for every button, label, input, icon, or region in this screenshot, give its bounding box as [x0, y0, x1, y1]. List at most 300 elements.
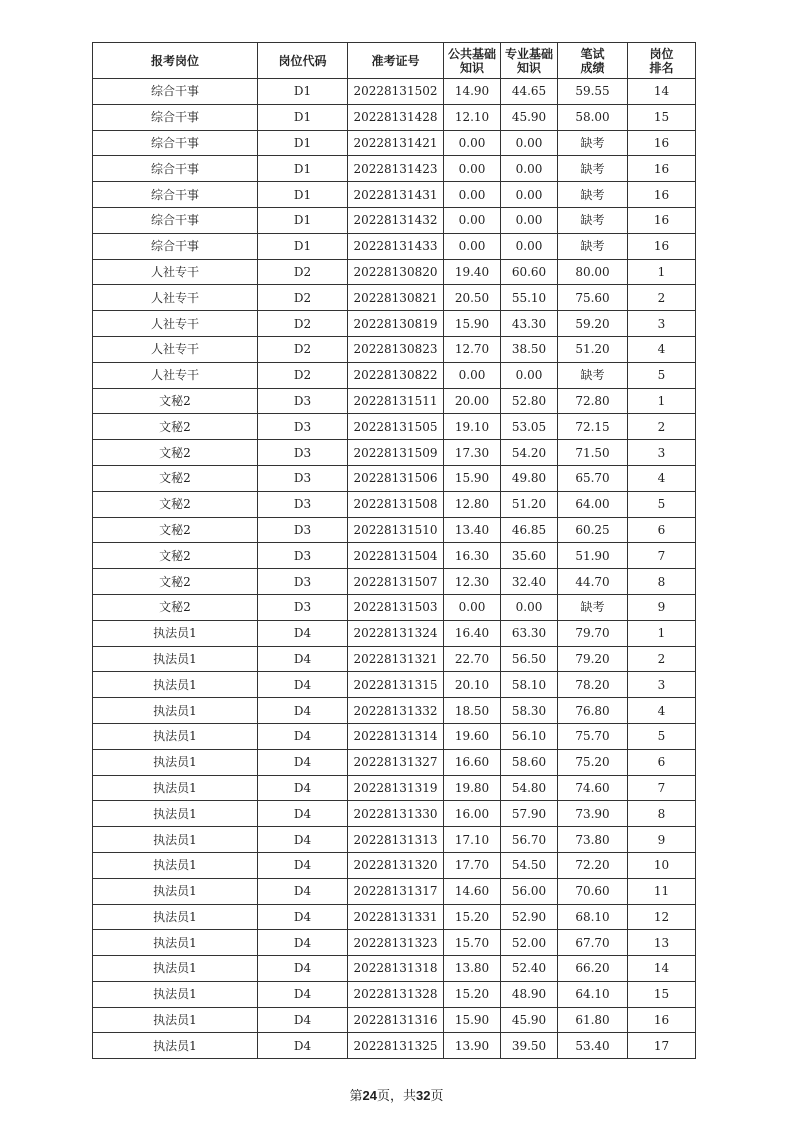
table-row	[93, 414, 696, 440]
cell-exam-id: 20228131317	[348, 878, 444, 904]
cell-rank: 17	[628, 1033, 696, 1059]
cell-professional-knowledge: 45.90	[501, 1007, 558, 1033]
cell-exam-id: 20228131318	[348, 956, 444, 982]
cell-written-score: 74.60	[558, 775, 628, 801]
cell-position: 人社专干	[93, 362, 258, 388]
cell-rank: 1	[628, 259, 696, 285]
cell-professional-knowledge: 53.05	[501, 414, 558, 440]
cell-professional-knowledge: 0.00	[501, 130, 558, 156]
cell-written-score: 缺考	[558, 594, 628, 620]
cell-written-score: 72.80	[558, 388, 628, 414]
cell-written-score: 75.20	[558, 749, 628, 775]
table-row	[93, 285, 696, 311]
table-row	[93, 362, 696, 388]
cell-rank: 2	[628, 285, 696, 311]
table-row	[93, 904, 696, 930]
table-row	[93, 207, 696, 233]
cell-public-knowledge: 22.70	[444, 646, 501, 672]
cell-written-score: 79.70	[558, 620, 628, 646]
footer-prefix: 第	[349, 1089, 363, 1104]
cell-rank: 13	[628, 930, 696, 956]
table-row	[93, 981, 696, 1007]
cell-position-code: D1	[258, 207, 348, 233]
header-row	[93, 43, 696, 79]
cell-professional-knowledge: 56.50	[501, 646, 558, 672]
cell-position: 综合干事	[93, 207, 258, 233]
cell-position-code: D1	[258, 182, 348, 208]
cell-exam-id: 20228130820	[348, 259, 444, 285]
cell-public-knowledge: 15.90	[444, 311, 501, 337]
cell-written-score: 72.20	[558, 852, 628, 878]
cell-position-code: D3	[258, 440, 348, 466]
cell-rank: 12	[628, 904, 696, 930]
cell-position: 综合干事	[93, 156, 258, 182]
cell-exam-id: 20228131510	[348, 517, 444, 543]
cell-professional-knowledge: 44.65	[501, 79, 558, 105]
table-row	[93, 233, 696, 259]
cell-exam-id: 20228131504	[348, 543, 444, 569]
cell-rank: 16	[628, 233, 696, 259]
cell-exam-id: 20228130823	[348, 336, 444, 362]
cell-public-knowledge: 19.60	[444, 723, 501, 749]
cell-public-knowledge: 18.50	[444, 698, 501, 724]
cell-written-score: 58.00	[558, 104, 628, 130]
cell-position-code: D2	[258, 285, 348, 311]
cell-position: 执法员1	[93, 981, 258, 1007]
cell-exam-id: 20228131323	[348, 930, 444, 956]
cell-professional-knowledge: 0.00	[501, 594, 558, 620]
cell-rank: 11	[628, 878, 696, 904]
table-row	[93, 878, 696, 904]
cell-exam-id: 20228131331	[348, 904, 444, 930]
cell-written-score: 61.80	[558, 1007, 628, 1033]
table-row	[93, 801, 696, 827]
cell-position-code: D4	[258, 1007, 348, 1033]
cell-exam-id: 20228131315	[348, 672, 444, 698]
cell-rank: 1	[628, 388, 696, 414]
cell-position-code: D4	[258, 904, 348, 930]
cell-rank: 15	[628, 104, 696, 130]
cell-public-knowledge: 15.20	[444, 981, 501, 1007]
table-row	[93, 594, 696, 620]
table-row	[93, 646, 696, 672]
header-position-code: 岗位代码	[258, 43, 348, 79]
cell-public-knowledge: 16.60	[444, 749, 501, 775]
cell-rank: 3	[628, 440, 696, 466]
scores-table	[92, 42, 696, 1059]
cell-rank: 15	[628, 981, 696, 1007]
cell-professional-knowledge: 52.80	[501, 388, 558, 414]
cell-written-score: 64.00	[558, 491, 628, 517]
cell-public-knowledge: 15.70	[444, 930, 501, 956]
cell-public-knowledge: 13.40	[444, 517, 501, 543]
cell-rank: 7	[628, 775, 696, 801]
cell-public-knowledge: 0.00	[444, 362, 501, 388]
header-rank: 岗位 排名	[628, 43, 696, 79]
cell-position-code: D2	[258, 362, 348, 388]
table-row	[93, 259, 696, 285]
cell-position: 人社专干	[93, 285, 258, 311]
header-professional-knowledge: 专业基础 知识	[501, 43, 558, 79]
cell-written-score: 缺考	[558, 182, 628, 208]
header-written-score: 笔试 成绩	[558, 43, 628, 79]
table-row	[93, 1033, 696, 1059]
cell-exam-id: 20228131506	[348, 465, 444, 491]
cell-professional-knowledge: 52.40	[501, 956, 558, 982]
cell-position-code: D4	[258, 775, 348, 801]
cell-public-knowledge: 14.90	[444, 79, 501, 105]
cell-position-code: D1	[258, 156, 348, 182]
cell-position: 执法员1	[93, 1033, 258, 1059]
cell-professional-knowledge: 52.00	[501, 930, 558, 956]
cell-professional-knowledge: 57.90	[501, 801, 558, 827]
cell-position: 执法员1	[93, 852, 258, 878]
cell-position: 文秘2	[93, 465, 258, 491]
cell-written-score: 缺考	[558, 207, 628, 233]
table-row	[93, 311, 696, 337]
cell-position: 文秘2	[93, 388, 258, 414]
cell-exam-id: 20228130821	[348, 285, 444, 311]
cell-position: 执法员1	[93, 801, 258, 827]
cell-position-code: D4	[258, 852, 348, 878]
cell-exam-id: 20228131325	[348, 1033, 444, 1059]
cell-written-score: 78.20	[558, 672, 628, 698]
cell-rank: 6	[628, 749, 696, 775]
cell-public-knowledge: 0.00	[444, 130, 501, 156]
cell-exam-id: 20228131423	[348, 156, 444, 182]
cell-public-knowledge: 0.00	[444, 156, 501, 182]
table-row	[93, 491, 696, 517]
cell-exam-id: 20228131433	[348, 233, 444, 259]
cell-exam-id: 20228131324	[348, 620, 444, 646]
cell-position-code: D4	[258, 801, 348, 827]
cell-position: 执法员1	[93, 723, 258, 749]
cell-written-score: 75.60	[558, 285, 628, 311]
cell-exam-id: 20228131432	[348, 207, 444, 233]
cell-position-code: D4	[258, 1033, 348, 1059]
cell-rank: 9	[628, 594, 696, 620]
cell-rank: 14	[628, 956, 696, 982]
cell-professional-knowledge: 51.20	[501, 491, 558, 517]
cell-written-score: 67.70	[558, 930, 628, 956]
table-row	[93, 517, 696, 543]
cell-written-score: 66.20	[558, 956, 628, 982]
cell-public-knowledge: 15.20	[444, 904, 501, 930]
cell-rank: 16	[628, 207, 696, 233]
cell-written-score: 68.10	[558, 904, 628, 930]
cell-position: 综合干事	[93, 104, 258, 130]
cell-professional-knowledge: 35.60	[501, 543, 558, 569]
cell-professional-knowledge: 58.30	[501, 698, 558, 724]
cell-position-code: D3	[258, 491, 348, 517]
cell-position: 执法员1	[93, 827, 258, 853]
cell-public-knowledge: 15.90	[444, 465, 501, 491]
cell-exam-id: 20228131316	[348, 1007, 444, 1033]
cell-public-knowledge: 13.90	[444, 1033, 501, 1059]
cell-position: 文秘2	[93, 517, 258, 543]
cell-professional-knowledge: 58.10	[501, 672, 558, 698]
cell-written-score: 缺考	[558, 362, 628, 388]
cell-public-knowledge: 17.70	[444, 852, 501, 878]
cell-rank: 14	[628, 79, 696, 105]
cell-public-knowledge: 0.00	[444, 233, 501, 259]
cell-written-score: 59.20	[558, 311, 628, 337]
cell-exam-id: 20228131511	[348, 388, 444, 414]
cell-professional-knowledge: 39.50	[501, 1033, 558, 1059]
cell-position-code: D4	[258, 646, 348, 672]
cell-public-knowledge: 12.10	[444, 104, 501, 130]
cell-position-code: D4	[258, 956, 348, 982]
table-row	[93, 827, 696, 853]
cell-position-code: D4	[258, 878, 348, 904]
cell-position-code: D4	[258, 672, 348, 698]
cell-position: 文秘2	[93, 414, 258, 440]
cell-position: 文秘2	[93, 569, 258, 595]
cell-position: 文秘2	[93, 543, 258, 569]
cell-position-code: D1	[258, 104, 348, 130]
cell-position: 执法员1	[93, 775, 258, 801]
table-row	[93, 156, 696, 182]
cell-professional-knowledge: 56.70	[501, 827, 558, 853]
cell-exam-id: 20228131431	[348, 182, 444, 208]
cell-rank: 16	[628, 130, 696, 156]
table-row	[93, 723, 696, 749]
header-public-knowledge: 公共基础 知识	[444, 43, 501, 79]
table-row	[93, 130, 696, 156]
table-row	[93, 775, 696, 801]
table-row	[93, 956, 696, 982]
cell-public-knowledge: 14.60	[444, 878, 501, 904]
cell-rank: 16	[628, 182, 696, 208]
cell-written-score: 53.40	[558, 1033, 628, 1059]
cell-professional-knowledge: 43.30	[501, 311, 558, 337]
cell-professional-knowledge: 54.20	[501, 440, 558, 466]
cell-exam-id: 20228131327	[348, 749, 444, 775]
cell-exam-id: 20228131320	[348, 852, 444, 878]
cell-written-score: 64.10	[558, 981, 628, 1007]
cell-position: 执法员1	[93, 672, 258, 698]
cell-position: 执法员1	[93, 878, 258, 904]
cell-written-score: 73.90	[558, 801, 628, 827]
cell-exam-id: 20228131428	[348, 104, 444, 130]
cell-professional-knowledge: 60.60	[501, 259, 558, 285]
cell-position: 执法员1	[93, 1007, 258, 1033]
cell-written-score: 70.60	[558, 878, 628, 904]
cell-exam-id: 20228131330	[348, 801, 444, 827]
cell-written-score: 76.80	[558, 698, 628, 724]
cell-public-knowledge: 19.80	[444, 775, 501, 801]
cell-rank: 8	[628, 569, 696, 595]
cell-professional-knowledge: 0.00	[501, 156, 558, 182]
cell-written-score: 51.90	[558, 543, 628, 569]
cell-professional-knowledge: 32.40	[501, 569, 558, 595]
cell-professional-knowledge: 49.80	[501, 465, 558, 491]
total-pages: 32	[416, 1088, 431, 1103]
cell-public-knowledge: 12.30	[444, 569, 501, 595]
cell-professional-knowledge: 0.00	[501, 233, 558, 259]
cell-professional-knowledge: 45.90	[501, 104, 558, 130]
cell-written-score: 72.15	[558, 414, 628, 440]
cell-position: 人社专干	[93, 259, 258, 285]
cell-position-code: D4	[258, 981, 348, 1007]
cell-written-score: 51.20	[558, 336, 628, 362]
cell-position: 文秘2	[93, 491, 258, 517]
table-row	[93, 672, 696, 698]
table-row	[93, 465, 696, 491]
cell-position: 文秘2	[93, 594, 258, 620]
cell-professional-knowledge: 0.00	[501, 182, 558, 208]
cell-public-knowledge: 19.10	[444, 414, 501, 440]
table-row	[93, 440, 696, 466]
cell-position-code: D3	[258, 594, 348, 620]
cell-exam-id: 20228131508	[348, 491, 444, 517]
cell-exam-id: 20228131421	[348, 130, 444, 156]
header-exam-id: 准考证号	[348, 43, 444, 79]
cell-exam-id: 20228131507	[348, 569, 444, 595]
table-row	[93, 104, 696, 130]
cell-position-code: D3	[258, 388, 348, 414]
cell-exam-id: 20228131328	[348, 981, 444, 1007]
cell-rank: 10	[628, 852, 696, 878]
cell-written-score: 80.00	[558, 259, 628, 285]
cell-public-knowledge: 0.00	[444, 182, 501, 208]
cell-public-knowledge: 20.00	[444, 388, 501, 414]
table-row	[93, 1007, 696, 1033]
cell-position-code: D1	[258, 79, 348, 105]
cell-position-code: D1	[258, 233, 348, 259]
cell-position: 执法员1	[93, 930, 258, 956]
cell-public-knowledge: 16.00	[444, 801, 501, 827]
cell-rank: 16	[628, 1007, 696, 1033]
cell-position-code: D2	[258, 336, 348, 362]
cell-position-code: D4	[258, 930, 348, 956]
cell-exam-id: 20228131319	[348, 775, 444, 801]
cell-position: 人社专干	[93, 336, 258, 362]
table-row	[93, 182, 696, 208]
cell-rank: 5	[628, 362, 696, 388]
cell-professional-knowledge: 54.80	[501, 775, 558, 801]
cell-written-score: 65.70	[558, 465, 628, 491]
cell-exam-id: 20228131503	[348, 594, 444, 620]
cell-rank: 2	[628, 646, 696, 672]
table-row	[93, 749, 696, 775]
table-row	[93, 569, 696, 595]
cell-rank: 16	[628, 156, 696, 182]
cell-professional-knowledge: 52.90	[501, 904, 558, 930]
cell-public-knowledge: 20.10	[444, 672, 501, 698]
cell-written-score: 缺考	[558, 130, 628, 156]
cell-position: 执法员1	[93, 749, 258, 775]
cell-public-knowledge: 15.90	[444, 1007, 501, 1033]
cell-written-score: 44.70	[558, 569, 628, 595]
cell-professional-knowledge: 63.30	[501, 620, 558, 646]
cell-rank: 2	[628, 414, 696, 440]
cell-rank: 6	[628, 517, 696, 543]
cell-written-score: 73.80	[558, 827, 628, 853]
cell-position-code: D4	[258, 827, 348, 853]
cell-rank: 3	[628, 672, 696, 698]
cell-public-knowledge: 20.50	[444, 285, 501, 311]
cell-rank: 7	[628, 543, 696, 569]
cell-written-score: 缺考	[558, 233, 628, 259]
cell-professional-knowledge: 56.00	[501, 878, 558, 904]
cell-public-knowledge: 12.80	[444, 491, 501, 517]
cell-rank: 1	[628, 620, 696, 646]
cell-professional-knowledge: 0.00	[501, 207, 558, 233]
cell-position: 综合干事	[93, 233, 258, 259]
cell-public-knowledge: 0.00	[444, 207, 501, 233]
cell-position-code: D1	[258, 130, 348, 156]
cell-position: 综合干事	[93, 130, 258, 156]
cell-written-score: 71.50	[558, 440, 628, 466]
cell-public-knowledge: 16.30	[444, 543, 501, 569]
cell-position-code: D4	[258, 749, 348, 775]
cell-position: 执法员1	[93, 646, 258, 672]
cell-position: 综合干事	[93, 79, 258, 105]
cell-rank: 4	[628, 465, 696, 491]
cell-position-code: D2	[258, 259, 348, 285]
cell-position-code: D4	[258, 698, 348, 724]
footer-middle: 页，共	[376, 1089, 416, 1104]
cell-professional-knowledge: 54.50	[501, 852, 558, 878]
table-row	[93, 620, 696, 646]
cell-position-code: D2	[258, 311, 348, 337]
cell-position: 人社专干	[93, 311, 258, 337]
cell-position-code: D3	[258, 465, 348, 491]
cell-public-knowledge: 19.40	[444, 259, 501, 285]
table-row	[93, 79, 696, 105]
cell-written-score: 75.70	[558, 723, 628, 749]
cell-professional-knowledge: 38.50	[501, 336, 558, 362]
cell-position-code: D4	[258, 723, 348, 749]
cell-rank: 4	[628, 698, 696, 724]
cell-written-score: 60.25	[558, 517, 628, 543]
cell-position: 执法员1	[93, 620, 258, 646]
cell-professional-knowledge: 58.60	[501, 749, 558, 775]
cell-public-knowledge: 17.30	[444, 440, 501, 466]
table-row	[93, 388, 696, 414]
cell-exam-id: 20228131502	[348, 79, 444, 105]
cell-position-code: D4	[258, 620, 348, 646]
cell-position: 执法员1	[93, 956, 258, 982]
cell-position: 综合干事	[93, 182, 258, 208]
cell-position: 执法员1	[93, 904, 258, 930]
cell-written-score: 59.55	[558, 79, 628, 105]
footer-suffix: 页	[430, 1089, 444, 1104]
cell-professional-knowledge: 55.10	[501, 285, 558, 311]
table-row	[93, 543, 696, 569]
page-footer	[0, 1085, 793, 1104]
cell-exam-id: 20228131313	[348, 827, 444, 853]
cell-rank: 4	[628, 336, 696, 362]
cell-written-score: 缺考	[558, 156, 628, 182]
cell-rank: 9	[628, 827, 696, 853]
cell-rank: 5	[628, 723, 696, 749]
cell-public-knowledge: 12.70	[444, 336, 501, 362]
cell-rank: 5	[628, 491, 696, 517]
cell-public-knowledge: 16.40	[444, 620, 501, 646]
cell-public-knowledge: 13.80	[444, 956, 501, 982]
cell-professional-knowledge: 46.85	[501, 517, 558, 543]
cell-exam-id: 20228131509	[348, 440, 444, 466]
cell-exam-id: 20228130822	[348, 362, 444, 388]
cell-exam-id: 20228131505	[348, 414, 444, 440]
cell-exam-id: 20228130819	[348, 311, 444, 337]
cell-public-knowledge: 0.00	[444, 594, 501, 620]
cell-exam-id: 20228131321	[348, 646, 444, 672]
cell-professional-knowledge: 48.90	[501, 981, 558, 1007]
cell-position: 执法员1	[93, 698, 258, 724]
